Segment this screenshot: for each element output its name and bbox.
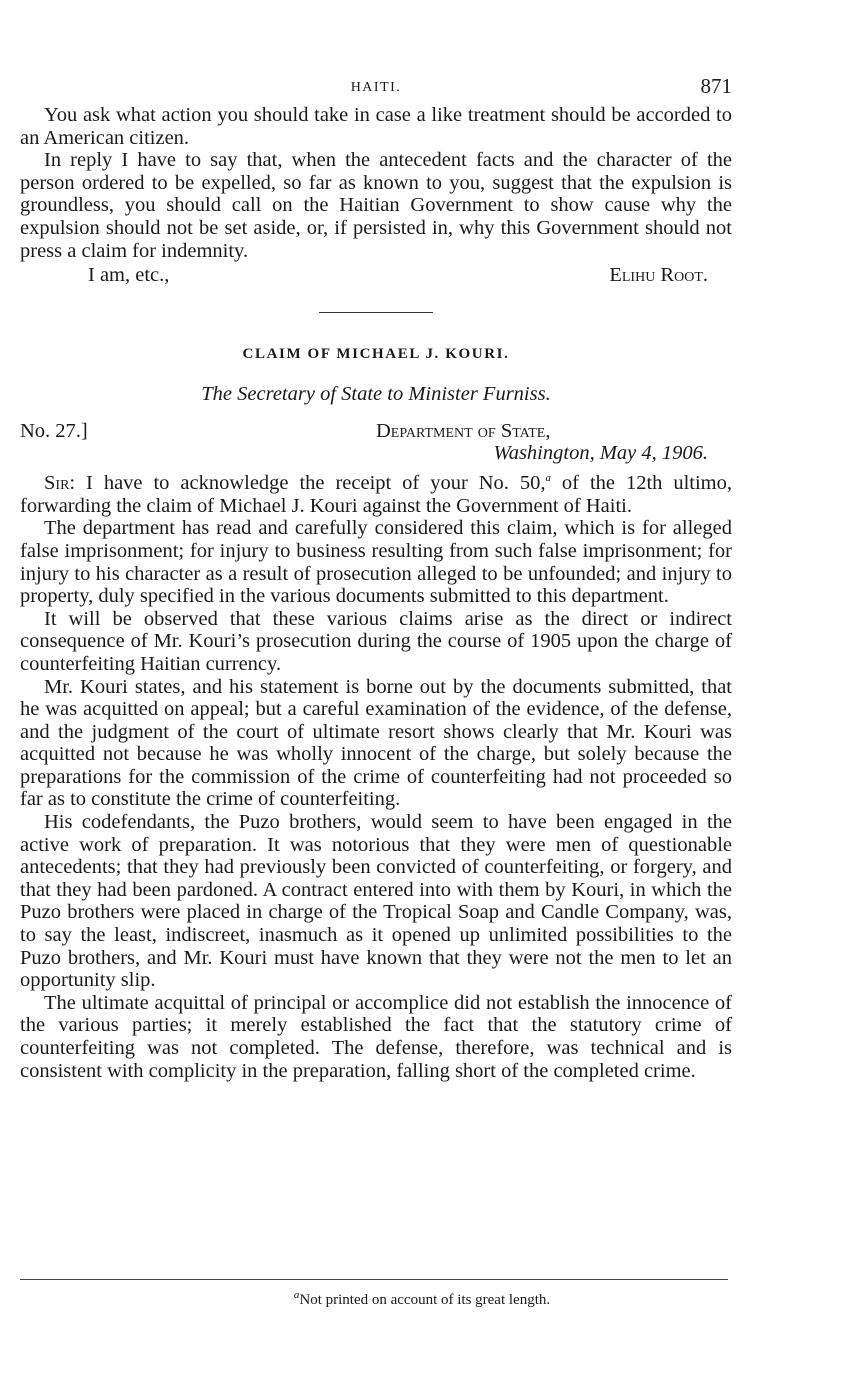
dispatch-number: No. 27.] [20,420,88,443]
dispatch-body [20,472,732,1082]
footnote-reference: a [545,472,551,485]
opening-paragraph [20,472,732,517]
previous-letter-end [20,104,732,262]
department-name: Department of State, [376,420,551,443]
paragraph: The ultimate acquittal of principal or accomplice did not establish the innocence of the various parties; it merely established the fact that the statutory crime of counterfeiting was not completed. The defense, therefore, was technical and is consistent with complicity in the preparation, falling short of the completed crime. [20,991,732,1082]
signature: Elihu Root. [609,264,708,287]
running-head: HAITI. [350,80,402,95]
page-header [20,70,732,104]
section-subtitle: The Secretary of State to Minister Furniss. [201,383,551,406]
dispatch-heading [20,420,732,468]
section-title: CLAIM OF MICHAEL J. KOURI. [242,346,510,363]
page-number: 871 [700,74,732,98]
paragraph: The department has read and carefully considered this claim, which is for alleged false imprisonment; for injury to business resulting from such false imprisonment; for injury to his character as a result of prosecution alleged to be unfounded; and injury to property, duly specified in the various documents submitted to this department. [20,517,732,608]
footnote [0,1289,844,1309]
salutation: Sir [44,472,70,495]
section-divider [319,312,433,313]
paragraph: In reply I have to say that, when the antecedent facts and the character of the person ordered to be expelled, so far as known to you, suggest that the expulsion is groundless, you should call on the Haitian Government to show cause why the expulsion should not be set aside, or, if persisted in, why this Government should not press a claim for indemnity. [20,149,732,262]
letter-closing [20,262,732,290]
footnote-mark: a [293,1289,300,1301]
paragraph: It will be observed that these various claims arise as the direct or indirect consequence of Mr. Kouri’s prosecution during the course of 1905 upon the charge of counterfeiting Haitian currency. [20,607,732,675]
paragraph: His codefendants, the Puzo brothers, would seem to have been engaged in the active work of preparation. It was notorious that they were men of questionable antecedents; that they had previously been convicted of counterfeiting, or forgery, and that they had been pardoned. A contract entered into with them by Kouri, in which the Puzo brothers were placed in charge of the Tropical Soap and Candle Company, was, to say the least, indiscreet, inasmuch as it opened up unlimited possibilities to the Puzo brothers, and Mr. Kouri must have known that they were not the men to let an opportunity slip. [20,811,732,992]
place-date: Washington, May 4, 1906. [493,442,708,465]
opening-text-a: : I have to acknowledge the receipt of your No. 50, [69,472,546,495]
document-page [20,70,732,1082]
closing-phrase: I am, etc., [88,264,170,287]
footnote-text: Not printed on account of its great length. [299,1292,551,1308]
paragraph: Mr. Kouri states, and his statement is borne out by the documents submitted, that he was acquitted on appeal; but a careful examination of the evidence, of the defense, and the judgment of the court of ultimate resort shows clearly that Mr. Kouri was acquitted not because he was wholly innocent of the charge, but solely because the preparations for the commission of the crime of counterfeiting had not proceeded so far as to constitute the crime of counterfeiting. [20,675,732,811]
opening-text-b: of the 12th ultimo, forwarding the claim of Michael J. Kouri against the Government of Haiti. [20,472,733,517]
footnote-rule [20,1279,728,1280]
paragraph: You ask what action you should take in case a like treatment should be accorded to an American citizen. [20,104,732,149]
